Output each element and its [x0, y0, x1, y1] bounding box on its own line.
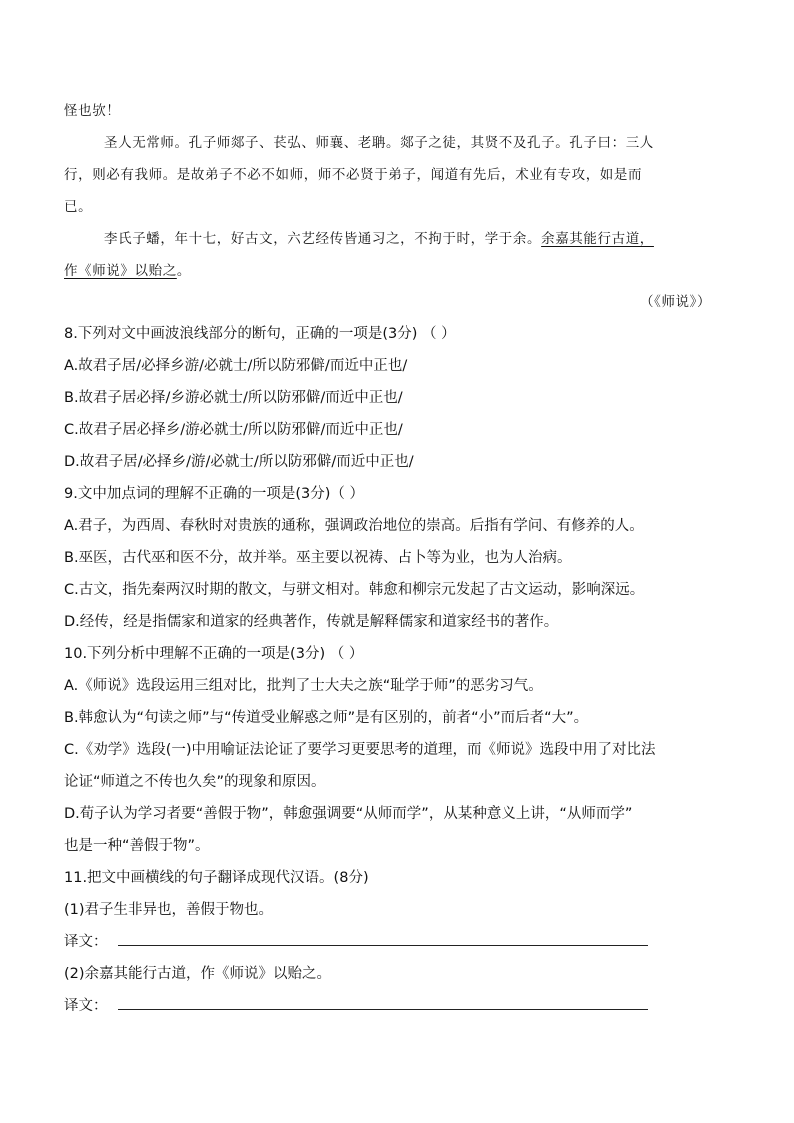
q8-option-c: C.故君子居必择乡/游必就士/所以防邪僻/而近中正也/	[64, 422, 403, 438]
passage-text: 。	[176, 263, 191, 279]
q11-answer-label-1: 译文：	[64, 934, 108, 950]
question-11-stem: 11.把文中画横线的句子翻译成现代汉语。(8分)	[64, 870, 369, 886]
q8-option-a: A.故君子居/必择乡游/必就士/所以防邪僻/而近中正也/	[64, 358, 408, 374]
answer-blank-2[interactable]	[118, 1009, 648, 1010]
q9-option-c: C.古文，指先秦两汉时期的散文，与骈文相对。韩愈和柳宗元发起了古文运动，影响深远。	[64, 582, 645, 598]
passage-line	[104, 229, 654, 249]
q9-option-b: B.巫医，古代巫和医不分，故并举。巫主要以祝祷、占卜等为业，也为人治病。	[64, 550, 572, 566]
q10-option-c: C.《劝学》选段(一)中用喻证法论证了要学习更要思考的道理，而《师说》选段中用了对比法	[64, 742, 656, 758]
q9-option-d: D.经传，经是指儒家和道家的经典著作，传就是解释儒家和道家经书的著作。	[64, 614, 559, 630]
answer-blank-1[interactable]	[118, 945, 648, 946]
q10-option-a: A.《师说》选段运用三组对比，批判了士大夫之族“耻学于师”的恶劣习气。	[64, 678, 543, 694]
q9-option-a: A.君子，为西周、春秋时对贵族的通称，强调政治地位的崇高。后指有学问、有修养的人。	[64, 518, 644, 534]
passage-line: 行，则必有我师。是故弟子不必不如师，师不必贤于弟子，闻道有先后，术业有专攻，如是而	[64, 167, 643, 183]
q11-sentence-1: (1)君子生非异也，善假于物也。	[64, 902, 274, 918]
q11-sentence-2: (2)余嘉其能行古道，作《师说》以贻之。	[64, 966, 332, 982]
question-10-stem: 10.下列分析中理解不正确的一项是(3分) （ ）	[64, 646, 364, 662]
passage-line: 怪也欤！	[64, 103, 121, 119]
q8-option-d: D.故君子居/必择乡/游/必就士/所以防邪僻/而近中正也/	[64, 454, 414, 470]
q10-option-d: D.荀子认为学习者要“善假于物”，韩愈强调要“从师而学”，从某种意义上讲，“从师而学”	[64, 806, 633, 822]
question-9-stem: 9.文中加点词的理解不正确的一项是(3分)（ ）	[64, 486, 364, 502]
q8-option-b: B.故君子居必择/乡游必就士/所以防邪僻/而近中正也/	[64, 390, 403, 406]
passage-line	[64, 261, 191, 281]
underlined-sentence: 作《师说》以贻之	[64, 263, 177, 279]
q10-option-b: B.韩愈认为“句读之师”与“传道受业解惑之师”是有区别的，前者“小”而后者“大”。	[64, 710, 589, 726]
question-8-stem: 8.下列对文中画波浪线部分的断句，正确的一项是(3分) （ ）	[64, 326, 456, 342]
q10-option-c-continued: 论证“师道之不传也久矣”的现象和原因。	[64, 774, 326, 790]
underlined-sentence: 余嘉其能行古道，	[541, 231, 654, 247]
passage-source: （《师说》）	[640, 294, 712, 310]
q10-option-d-continued: 也是一种“善假于物”。	[64, 838, 210, 854]
q11-answer-label-2: 译文：	[64, 998, 108, 1014]
passage-line: 圣人无常师。孔子师郯子、苌弘、师襄、老聃。郯子之徒，其贤不及孔子。孔子曰：三人	[104, 135, 654, 151]
passage-text: 李氏子蟠，年十七，好古文，六艺经传皆通习之，不拘于时，学于余。	[104, 231, 542, 247]
passage-line: 已。	[64, 199, 93, 215]
